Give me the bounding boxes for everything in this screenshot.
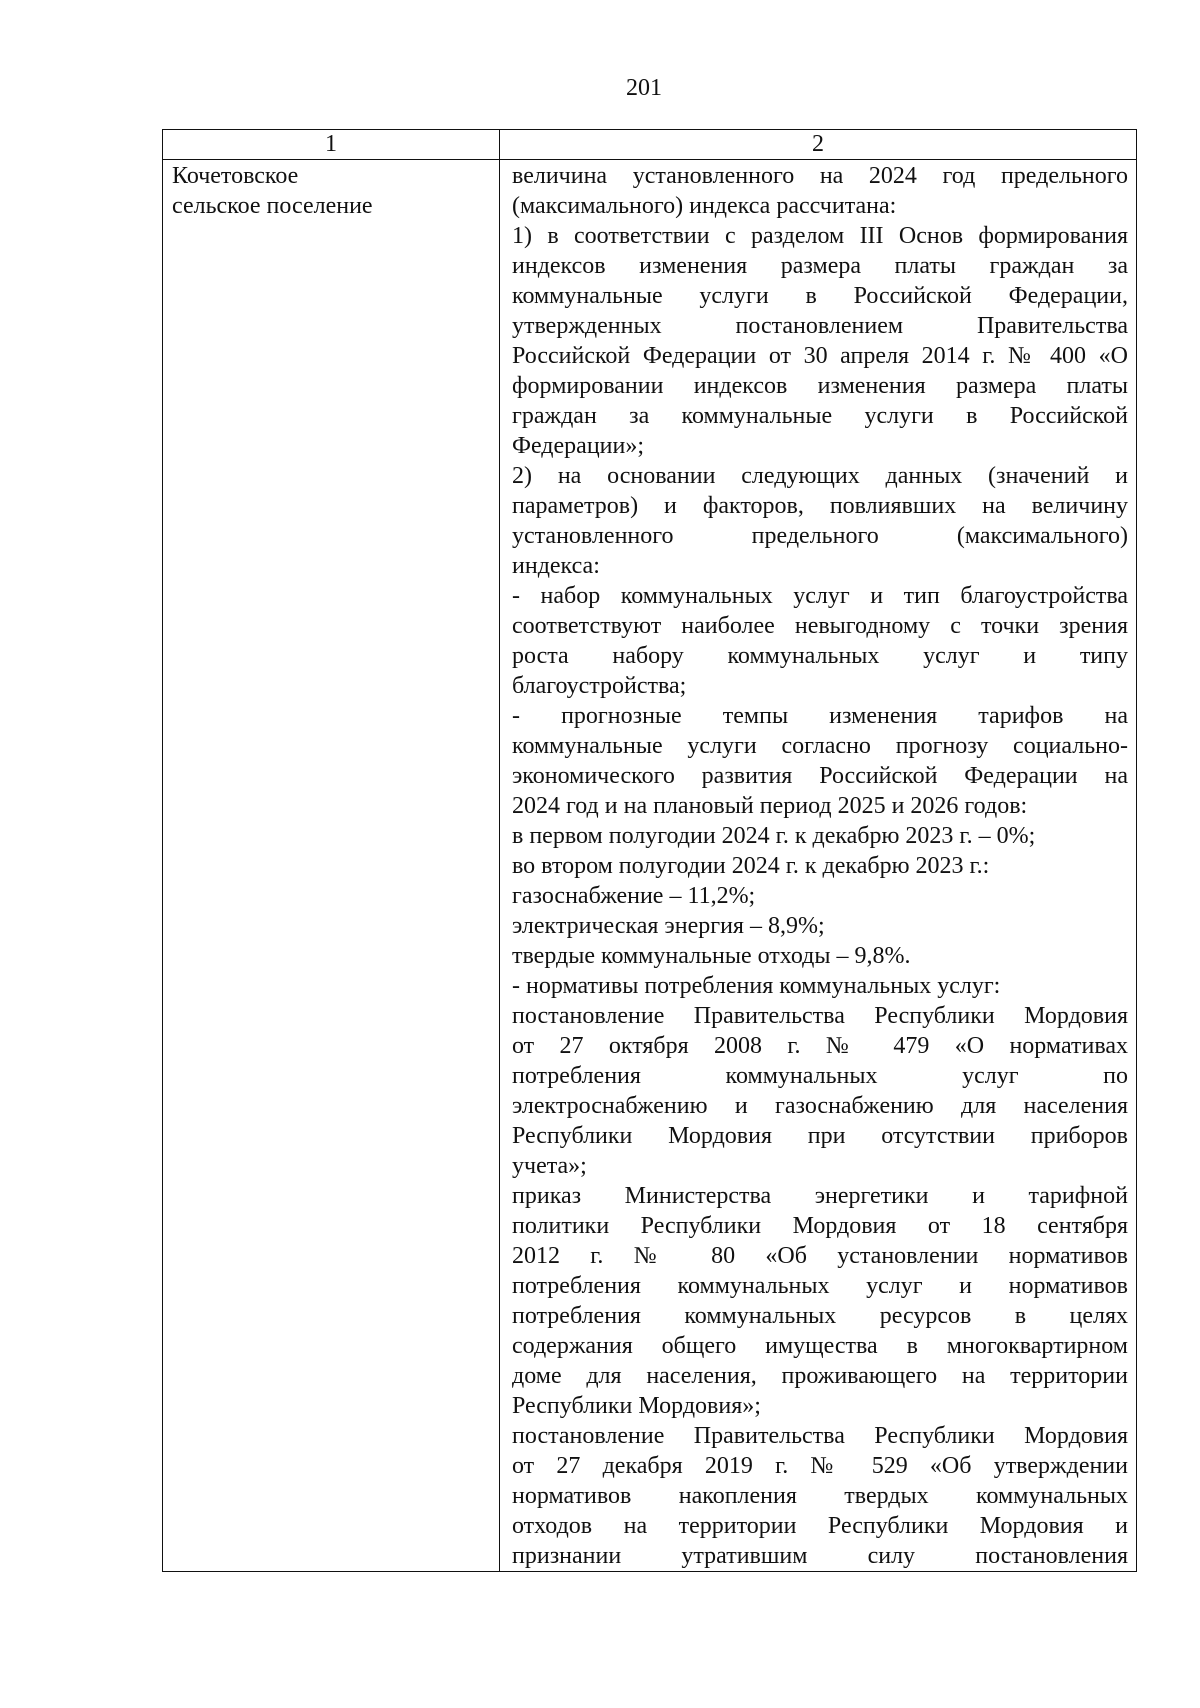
text-line: коммунальные услуги в Российской Федерации, — [512, 283, 1128, 309]
text-line: во втором полугодии 2024 г. к декабрю 2023 г.: — [512, 853, 990, 879]
text-line: содержания общего имущества в многоквартирном — [512, 1333, 1128, 1359]
text-line: нормативов накопления твердых коммунальных — [512, 1483, 1128, 1509]
text-line: признании утратившим силу постановления — [512, 1543, 1128, 1569]
text-line: политики Республики Мордовия от 18 сентября — [512, 1213, 1128, 1239]
text-line: Республики Мордовия»; — [512, 1393, 761, 1419]
text-line: учета»; — [512, 1153, 587, 1179]
main-table — [162, 129, 1137, 1572]
text-line: утвержденных постановлением Правительства — [512, 313, 1128, 339]
text-line: от 27 октября 2008 г. № 479 «О нормативах — [512, 1033, 1128, 1059]
text-line: постановление Правительства Республики Мордовия — [512, 1003, 1128, 1029]
text-line: - нормативы потребления коммунальных услуг: — [512, 973, 1001, 999]
text-line: потребления коммунальных услуг по — [512, 1063, 1128, 1089]
text-line: коммунальные услуги согласно прогнозу социально- — [512, 733, 1128, 759]
text-line: приказ Министерства энергетики и тарифной — [512, 1183, 1128, 1209]
text-line: газоснабжение – 11,2%; — [512, 883, 756, 909]
text-line: в первом полугодии 2024 г. к декабрю 2023 г. – 0%; — [512, 823, 1036, 849]
text-line: соответствуют наиболее невыгодному с точки зрения — [512, 613, 1128, 639]
column-header-2: 2 — [500, 130, 1137, 160]
text-line: экономического развития Российской Федерации на — [512, 763, 1128, 789]
text-line: потребления коммунальных ресурсов в целях — [512, 1303, 1128, 1329]
text-line: твердые коммунальные отходы – 9,8%. — [512, 943, 911, 969]
text-line: Федерации»; — [512, 433, 645, 459]
text-line: индексов изменения размера платы граждан за — [512, 253, 1128, 279]
text-line: от 27 декабря 2019 г. № 529 «Об утверждении — [512, 1453, 1128, 1479]
text-line: - набор коммунальных услуг и тип благоустройства — [512, 583, 1128, 609]
page-number: 201 — [626, 75, 662, 101]
settlement-name-line: Кочетовское — [172, 163, 299, 189]
text-line: установленного предельного (максимального) — [512, 523, 1128, 549]
text-line: 2) на основании следующих данных (значений и — [512, 463, 1128, 489]
text-line: величина установленного на 2024 год предельного — [512, 163, 1128, 189]
text-line: граждан за коммунальные услуги в Российской — [512, 403, 1128, 429]
text-line: 2012 г. № 80 «Об установлении нормативов — [512, 1243, 1128, 1269]
index-description-text — [512, 161, 1128, 1571]
text-line: роста набору коммунальных услуг и типу — [512, 643, 1128, 669]
text-line: доме для населения, проживающего на территории — [512, 1363, 1128, 1389]
text-line: Республики Мордовия при отсутствии приборов — [512, 1123, 1128, 1149]
text-line: 2024 год и на плановый период 2025 и 2026 годов: — [512, 793, 1028, 819]
settlement-name-cell — [163, 160, 500, 1572]
text-line: постановление Правительства Республики Мордовия — [512, 1423, 1128, 1449]
text-line: параметров) и факторов, повлиявших на величину — [512, 493, 1128, 519]
settlement-name-line: сельское поселение — [172, 193, 373, 219]
column-header-1: 1 — [163, 130, 500, 160]
text-line: потребления коммунальных услуг и нормативов — [512, 1273, 1128, 1299]
text-line: электроснабжению и газоснабжению для населения — [512, 1093, 1128, 1119]
text-line: 1) в соответствии с разделом III Основ формирования — [512, 223, 1128, 249]
text-line: (максимального) индекса рассчитана: — [512, 193, 897, 219]
table-row — [163, 160, 1137, 1572]
text-line: отходов на территории Республики Мордовия и — [512, 1513, 1128, 1539]
table-header-row — [163, 130, 1137, 160]
text-line: электрическая энергия – 8,9%; — [512, 913, 825, 939]
text-line: - прогнозные темпы изменения тарифов на — [512, 703, 1128, 729]
text-line: индекса: — [512, 553, 600, 579]
index-description-cell — [500, 160, 1137, 1572]
text-line: благоустройства; — [512, 673, 687, 699]
text-line: Российской Федерации от 30 апреля 2014 г. № 400 «О — [512, 343, 1128, 369]
text-line: формировании индексов изменения размера платы — [512, 373, 1128, 399]
